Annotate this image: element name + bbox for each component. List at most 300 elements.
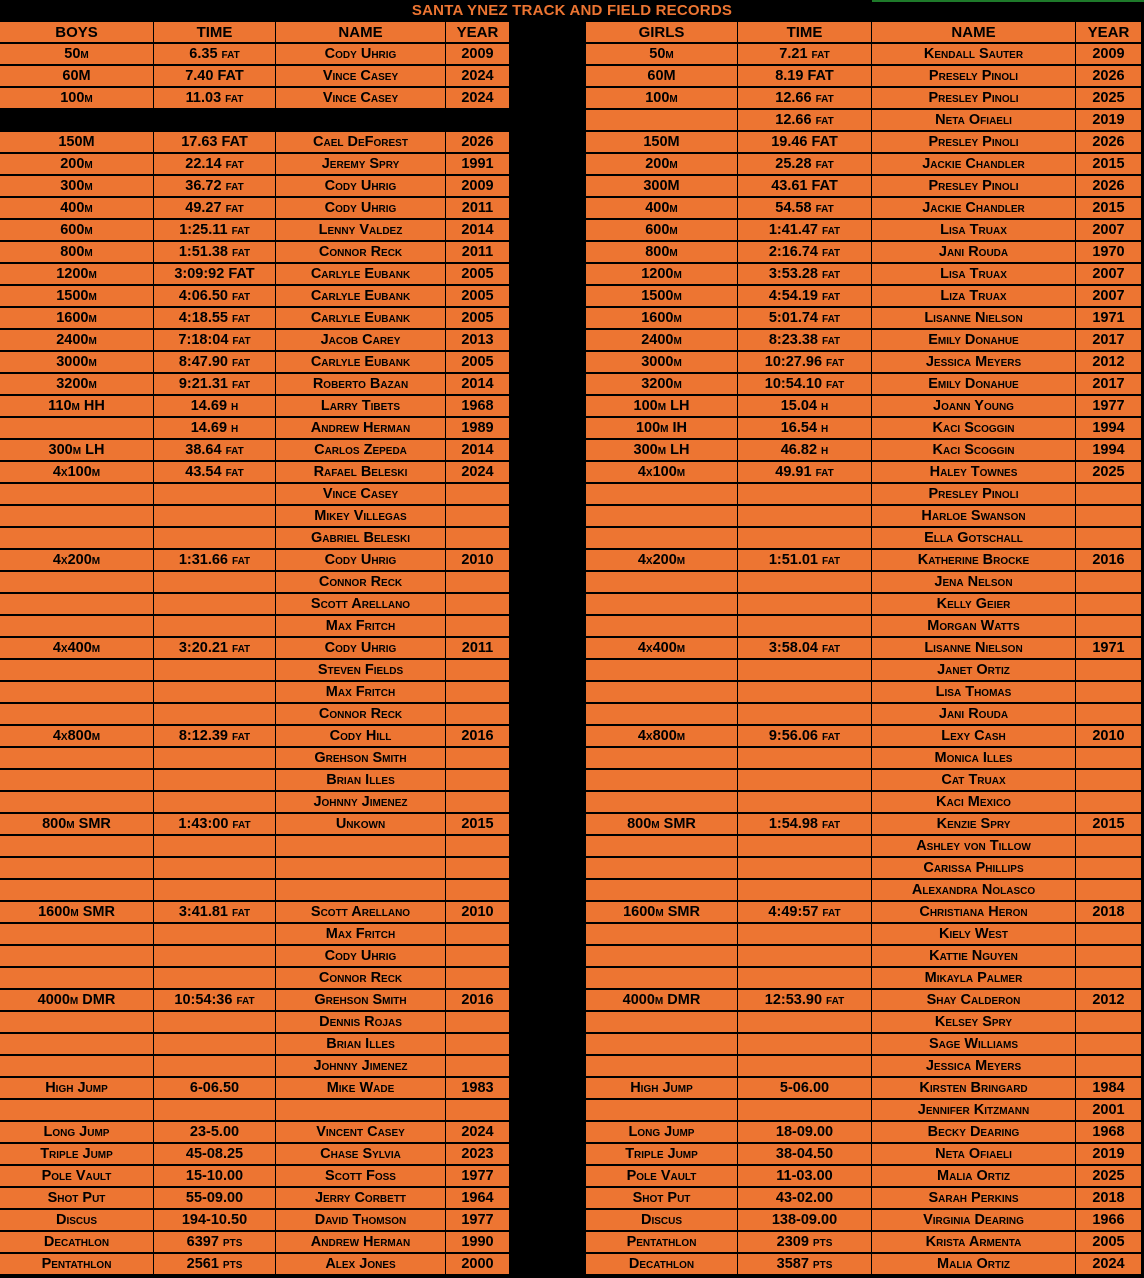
boys-year-cell	[446, 748, 510, 769]
page-title: SANTA YNEZ TRACK AND FIELD RECORDS	[411, 2, 733, 19]
boys-year-cell: 1989	[446, 418, 510, 439]
girls-time-cell: 38-04.50	[738, 1144, 872, 1165]
girls-time-cell	[738, 836, 872, 857]
girls-name-cell: Shay Calderon	[872, 990, 1076, 1011]
boys-event-cell: 200m	[0, 154, 154, 175]
boys-time-cell	[154, 1012, 276, 1033]
girls-time-cell	[738, 1012, 872, 1033]
boys-time-cell: 3:41.81 fat	[154, 902, 276, 923]
girls-year-cell: 2015	[1076, 154, 1142, 175]
boys-year-cell: 2010	[446, 550, 510, 571]
boys-name-cell	[276, 880, 446, 901]
girls-time-cell	[738, 792, 872, 813]
girls-name-cell: Sage Williams	[872, 1034, 1076, 1055]
boys-name-cell: Cael DeForest	[276, 132, 446, 153]
girls-name-cell: Harloe Swanson	[872, 506, 1076, 527]
boys-event-cell	[0, 946, 154, 967]
boys-event-cell	[0, 968, 154, 989]
girls-event-cell: 1200m	[586, 264, 738, 285]
boys-name-cell	[276, 110, 446, 131]
girls-name-cell: Alexandra Nolasco	[872, 880, 1076, 901]
girls-event-cell: 50m	[586, 44, 738, 65]
girls-event-cell	[586, 880, 738, 901]
boys-event-cell	[0, 924, 154, 945]
boys-year-cell: 2011	[446, 638, 510, 659]
boys-name-cell: Jerry Corbett	[276, 1188, 446, 1209]
boys-event-cell: Decathlon	[0, 1232, 154, 1253]
girls-name-cell: Joann Young	[872, 396, 1076, 417]
girls-time-cell: 10:27.96 fat	[738, 352, 872, 373]
boys-name-cell: Grehson Smith	[276, 748, 446, 769]
girls-event-cell: 4x200m	[586, 550, 738, 571]
boys-time-cell: 7:18:04 fat	[154, 330, 276, 351]
girls-time-cell: 43-02.00	[738, 1188, 872, 1209]
boys-time-cell	[154, 836, 276, 857]
girls-year-cell: 2019	[1076, 110, 1142, 131]
boys-time-cell: 11.03 fat	[154, 88, 276, 109]
girls-year-cell: 1966	[1076, 1210, 1142, 1231]
boys-name-cell: Jacob Carey	[276, 330, 446, 351]
girls-time-cell: 2:16.74 fat	[738, 242, 872, 263]
boys-time-cell: 8:12.39 fat	[154, 726, 276, 747]
girls-year-cell	[1076, 1056, 1142, 1077]
girls-event-cell	[586, 682, 738, 703]
boys-time-cell	[154, 792, 276, 813]
girls-name-cell: Neta Ofiaeli	[872, 1144, 1076, 1165]
boys-year-cell	[446, 1034, 510, 1055]
girls-time-cell: 9:56.06 fat	[738, 726, 872, 747]
boys-name-cell	[276, 836, 446, 857]
boys-event-cell	[0, 880, 154, 901]
girls-event-cell: 4x400m	[586, 638, 738, 659]
boys-year-cell	[446, 506, 510, 527]
boys-year-cell	[446, 528, 510, 549]
boys-time-cell: 4:06.50 fat	[154, 286, 276, 307]
girls-name-cell: Jena Nelson	[872, 572, 1076, 593]
girls-time-cell: 12:53.90 fat	[738, 990, 872, 1011]
girls-year-cell: 2007	[1076, 286, 1142, 307]
boys-event-cell	[0, 1056, 154, 1077]
girls-year-cell	[1076, 616, 1142, 637]
boys-event-cell: Pentathlon	[0, 1254, 154, 1275]
girls-time-cell: 3587 pts	[738, 1254, 872, 1275]
girls-year-cell: 2025	[1076, 88, 1142, 109]
boys-time-cell	[154, 484, 276, 505]
boys-time-cell	[154, 880, 276, 901]
boys-event-cell	[0, 682, 154, 703]
girls-name-cell: Sarah Perkins	[872, 1188, 1076, 1209]
boys-time-cell	[154, 616, 276, 637]
girls-time-header: TIME	[738, 22, 872, 43]
boys-year-cell: 2016	[446, 726, 510, 747]
girls-event-cell: 100m IH	[586, 418, 738, 439]
girls-name-cell: Jessica Meyers	[872, 352, 1076, 373]
boys-year-cell: 1991	[446, 154, 510, 175]
boys-event-cell: Triple Jump	[0, 1144, 154, 1165]
boys-time-cell: 3:20.21 fat	[154, 638, 276, 659]
boys-name-cell: Dennis Rojas	[276, 1012, 446, 1033]
girls-time-cell: 1:51.01 fat	[738, 550, 872, 571]
boys-event-cell: Long Jump	[0, 1122, 154, 1143]
girls-event-cell: 800m	[586, 242, 738, 263]
girls-year-cell: 2012	[1076, 990, 1142, 1011]
girls-year-cell: 2015	[1076, 814, 1142, 835]
boys-name-cell: Chase Sylvia	[276, 1144, 446, 1165]
girls-year-cell	[1076, 484, 1142, 505]
girls-year-cell	[1076, 836, 1142, 857]
boys-year-cell: 2005	[446, 264, 510, 285]
boys-time-cell	[154, 1056, 276, 1077]
boys-event-cell	[0, 572, 154, 593]
boys-name-cell: Connor Reck	[276, 968, 446, 989]
boys-time-cell	[154, 594, 276, 615]
boys-name-cell: Carlos Zepeda	[276, 440, 446, 461]
girls-event-cell: Discus	[586, 1210, 738, 1231]
girls-year-cell: 1994	[1076, 440, 1142, 461]
boys-name-cell: Vince Casey	[276, 484, 446, 505]
boys-event-cell: 300m LH	[0, 440, 154, 461]
boys-time-cell: 1:43:00 fat	[154, 814, 276, 835]
girls-event-cell	[586, 1034, 738, 1055]
boys-year-cell	[446, 792, 510, 813]
boys-event-cell	[0, 594, 154, 615]
girls-name-cell: Emily Donahue	[872, 330, 1076, 351]
girls-name-cell: Lisanne Nielson	[872, 308, 1076, 329]
boys-event-cell: 4x200m	[0, 550, 154, 571]
girls-year-cell	[1076, 748, 1142, 769]
girls-name-cell: Monica Illes	[872, 748, 1076, 769]
girls-event-cell	[586, 748, 738, 769]
girls-name-cell: Jackie Chandler	[872, 198, 1076, 219]
boys-event-cell: 60M	[0, 66, 154, 87]
girls-name-cell: Cat Truax	[872, 770, 1076, 791]
boys-year-cell	[446, 616, 510, 637]
boys-event-cell: High Jump	[0, 1078, 154, 1099]
girls-event-cell: Triple Jump	[586, 1144, 738, 1165]
girls-year-cell: 1971	[1076, 638, 1142, 659]
boys-year-cell	[446, 704, 510, 725]
girls-year-cell: 2025	[1076, 1166, 1142, 1187]
girls-name-cell: Presley Pinoli	[872, 484, 1076, 505]
girls-event-cell: 1600m	[586, 308, 738, 329]
girls-name-cell: Kaci Scoggin	[872, 418, 1076, 439]
boys-year-cell: 2009	[446, 44, 510, 65]
boys-event-cell: 400m	[0, 198, 154, 219]
girls-time-cell: 46.82 h	[738, 440, 872, 461]
boys-year-cell	[446, 946, 510, 967]
boys-year-cell: 2009	[446, 176, 510, 197]
boys-time-cell: 1:31.66 fat	[154, 550, 276, 571]
boys-year-cell	[446, 660, 510, 681]
boys-name-cell: Gabriel Beleski	[276, 528, 446, 549]
boys-event-cell: Shot Put	[0, 1188, 154, 1209]
girls-year-cell: 2025	[1076, 462, 1142, 483]
girls-event-cell: Pentathlon	[586, 1232, 738, 1253]
girls-time-cell: 10:54.10 fat	[738, 374, 872, 395]
boys-time-cell: 8:47.90 fat	[154, 352, 276, 373]
girls-year-cell: 2009	[1076, 44, 1142, 65]
girls-time-cell	[738, 1056, 872, 1077]
boys-event-cell: 4000m DMR	[0, 990, 154, 1011]
girls-year-cell: 2019	[1076, 1144, 1142, 1165]
boys-time-cell	[154, 572, 276, 593]
girls-event-cell	[586, 770, 738, 791]
boys-time-cell: 43.54 fat	[154, 462, 276, 483]
girls-name-cell: Haley Townes	[872, 462, 1076, 483]
boys-year-cell: 2014	[446, 220, 510, 241]
boys-event-cell: 800m SMR	[0, 814, 154, 835]
boys-name-cell: Brian Illes	[276, 1034, 446, 1055]
boys-event-cell	[0, 110, 154, 131]
girls-name-cell: Malia Ortiz	[872, 1166, 1076, 1187]
girls-name-cell: Liza Truax	[872, 286, 1076, 307]
boys-time-cell: 1:25.11 fat	[154, 220, 276, 241]
girls-year-cell: 2024	[1076, 1254, 1142, 1275]
boys-name-cell: Scott Arellano	[276, 902, 446, 923]
girls-year-cell: 2001	[1076, 1100, 1142, 1121]
girls-name-cell: Katherine Brocke	[872, 550, 1076, 571]
girls-time-cell	[738, 660, 872, 681]
boys-name-cell: Carlyle Eubank	[276, 286, 446, 307]
girls-time-cell: 18-09.00	[738, 1122, 872, 1143]
boys-year-cell: 1977	[446, 1210, 510, 1231]
girls-year-cell: 2010	[1076, 726, 1142, 747]
girls-time-cell: 7.21 fat	[738, 44, 872, 65]
boys-name-cell: Cody Uhrig	[276, 638, 446, 659]
girls-year-cell: 2007	[1076, 220, 1142, 241]
boys-time-cell	[154, 110, 276, 131]
girls-year-cell	[1076, 1034, 1142, 1055]
boys-event-cell	[0, 748, 154, 769]
girls-year-cell: 1970	[1076, 242, 1142, 263]
girls-name-cell: Kelly Geier	[872, 594, 1076, 615]
girls-name-cell: Lexy Cash	[872, 726, 1076, 747]
girls-event-cell: Pole Vault	[586, 1166, 738, 1187]
boys-name-cell: Unkown	[276, 814, 446, 835]
boys-event-cell: 100m	[0, 88, 154, 109]
boys-event-cell	[0, 506, 154, 527]
boys-time-cell: 7.40 FAT	[154, 66, 276, 87]
girls-name-cell: Ella Gotschall	[872, 528, 1076, 549]
boys-name-cell: Carlyle Eubank	[276, 264, 446, 285]
girls-event-cell: 100m LH	[586, 396, 738, 417]
boys-event-cell	[0, 418, 154, 439]
boys-time-cell	[154, 770, 276, 791]
girls-time-cell: 15.04 h	[738, 396, 872, 417]
boys-name-cell: Max Fritch	[276, 924, 446, 945]
girls-year-cell: 2016	[1076, 550, 1142, 571]
girls-event-cell: 800m SMR	[586, 814, 738, 835]
boys-name-cell: Scott Arellano	[276, 594, 446, 615]
girls-name-cell: Kaci Mexico	[872, 792, 1076, 813]
girls-event-cell: 1600m SMR	[586, 902, 738, 923]
boys-name-cell: Scott Foss	[276, 1166, 446, 1187]
boys-name-cell: Brian Illes	[276, 770, 446, 791]
girls-time-cell: 4:54.19 fat	[738, 286, 872, 307]
girls-year-cell: 2012	[1076, 352, 1142, 373]
girls-event-cell: 4x100m	[586, 462, 738, 483]
girls-event-cell: 300m LH	[586, 440, 738, 461]
boys-name-cell: Andrew Herman	[276, 1232, 446, 1253]
boys-event-cell	[0, 858, 154, 879]
boys-event-cell	[0, 704, 154, 725]
girls-time-cell: 12.66 fat	[738, 88, 872, 109]
girls-name-cell: Lisa Truax	[872, 264, 1076, 285]
girls-event-cell: 400m	[586, 198, 738, 219]
boys-name-cell: Jeremy Spry	[276, 154, 446, 175]
girls-name-cell: Emily Donahue	[872, 374, 1076, 395]
boys-year-cell	[446, 858, 510, 879]
boys-name-cell: Johnny Jimenez	[276, 1056, 446, 1077]
boys-name-cell: Mike Wade	[276, 1078, 446, 1099]
boys-time-cell	[154, 858, 276, 879]
boys-time-cell: 3:09:92 FAT	[154, 264, 276, 285]
boys-year-cell: 2013	[446, 330, 510, 351]
girls-event-cell	[586, 506, 738, 527]
boys-event-cell: 3000m	[0, 352, 154, 373]
boys-event-cell: 4x400m	[0, 638, 154, 659]
girls-year-cell: 1977	[1076, 396, 1142, 417]
girls-year-cell	[1076, 968, 1142, 989]
boys-event-header: BOYS	[0, 22, 154, 43]
girls-year-cell: 2007	[1076, 264, 1142, 285]
boys-event-cell	[0, 1034, 154, 1055]
girls-time-cell	[738, 704, 872, 725]
girls-year-cell: 2017	[1076, 374, 1142, 395]
boys-time-cell	[154, 704, 276, 725]
boys-year-cell: 2011	[446, 242, 510, 263]
girls-time-cell: 19.46 FAT	[738, 132, 872, 153]
boys-year-cell: 2014	[446, 440, 510, 461]
boys-name-header: NAME	[276, 22, 446, 43]
girls-name-cell: Kelsey Spry	[872, 1012, 1076, 1033]
girls-name-cell: Morgan Watts	[872, 616, 1076, 637]
boys-time-cell: 15-10.00	[154, 1166, 276, 1187]
boys-time-cell: 22.14 fat	[154, 154, 276, 175]
boys-year-cell	[446, 836, 510, 857]
girls-event-cell: Shot Put	[586, 1188, 738, 1209]
girls-event-header: GIRLS	[586, 22, 738, 43]
girls-name-cell: Kenzie Spry	[872, 814, 1076, 835]
girls-year-cell	[1076, 946, 1142, 967]
girls-event-cell: 2400m	[586, 330, 738, 351]
girls-year-cell: 2018	[1076, 1188, 1142, 1209]
girls-event-cell	[586, 528, 738, 549]
girls-event-cell: 3200m	[586, 374, 738, 395]
girls-time-cell	[738, 770, 872, 791]
girls-name-cell: Presley Pinoli	[872, 132, 1076, 153]
boys-time-cell: 10:54:36 fat	[154, 990, 276, 1011]
girls-name-cell: Lisa Truax	[872, 220, 1076, 241]
boys-event-cell: 4x100m	[0, 462, 154, 483]
boys-year-cell: 2005	[446, 352, 510, 373]
girls-name-cell: Presley Pinoli	[872, 88, 1076, 109]
boys-year-header: YEAR	[446, 22, 510, 43]
girls-time-cell	[738, 748, 872, 769]
boys-year-cell: 2016	[446, 990, 510, 1011]
girls-event-cell	[586, 594, 738, 615]
boys-time-cell: 45-08.25	[154, 1144, 276, 1165]
boys-event-cell	[0, 1100, 154, 1121]
boys-time-cell: 6397 pts	[154, 1232, 276, 1253]
girls-event-cell	[586, 858, 738, 879]
boys-event-cell: 150M	[0, 132, 154, 153]
boys-name-cell: Vince Casey	[276, 88, 446, 109]
boys-event-cell	[0, 1012, 154, 1033]
girls-time-cell: 8.19 FAT	[738, 66, 872, 87]
girls-time-cell: 16.54 h	[738, 418, 872, 439]
girls-name-cell: Malia Ortiz	[872, 1254, 1076, 1275]
boys-year-cell: 2014	[446, 374, 510, 395]
girls-time-cell: 4:49:57 fat	[738, 902, 872, 923]
girls-year-cell	[1076, 528, 1142, 549]
girls-event-cell	[586, 484, 738, 505]
girls-time-cell: 1:54.98 fat	[738, 814, 872, 835]
girls-name-cell: Presley Pinoli	[872, 176, 1076, 197]
girls-name-cell: Janet Ortiz	[872, 660, 1076, 681]
girls-time-cell: 12.66 fat	[738, 110, 872, 131]
boys-year-cell: 1977	[446, 1166, 510, 1187]
girls-time-cell	[738, 968, 872, 989]
girls-event-cell	[586, 660, 738, 681]
girls-name-cell: Kirsten Bringard	[872, 1078, 1076, 1099]
boys-time-cell: 6.35 fat	[154, 44, 276, 65]
girls-time-cell: 3:53.28 fat	[738, 264, 872, 285]
girls-year-cell	[1076, 880, 1142, 901]
boys-year-cell	[446, 110, 510, 131]
girls-year-cell	[1076, 1012, 1142, 1033]
girls-year-cell: 2018	[1076, 902, 1142, 923]
boys-name-cell: Johnny Jimenez	[276, 792, 446, 813]
boys-name-cell: Vince Casey	[276, 66, 446, 87]
boys-year-cell: 2024	[446, 1122, 510, 1143]
boys-year-cell: 1983	[446, 1078, 510, 1099]
girls-event-cell	[586, 704, 738, 725]
boys-time-cell: 14.69 h	[154, 418, 276, 439]
boys-name-cell	[276, 858, 446, 879]
girls-year-cell: 2017	[1076, 330, 1142, 351]
girls-time-cell	[738, 484, 872, 505]
boys-year-cell: 2024	[446, 66, 510, 87]
boys-name-cell: Cody Uhrig	[276, 198, 446, 219]
boys-time-cell	[154, 748, 276, 769]
girls-event-cell: High Jump	[586, 1078, 738, 1099]
girls-event-cell	[586, 616, 738, 637]
boys-year-cell: 2015	[446, 814, 510, 835]
boys-time-cell: 49.27 fat	[154, 198, 276, 219]
girls-event-cell: Decathlon	[586, 1254, 738, 1275]
boys-name-cell	[276, 1100, 446, 1121]
girls-event-cell	[586, 946, 738, 967]
boys-event-cell: Discus	[0, 1210, 154, 1231]
girls-time-cell: 54.58 fat	[738, 198, 872, 219]
girls-time-cell	[738, 682, 872, 703]
girls-event-cell	[586, 968, 738, 989]
boys-year-cell: 2023	[446, 1144, 510, 1165]
boys-time-cell	[154, 968, 276, 989]
boys-name-cell: Max Fritch	[276, 682, 446, 703]
boys-name-cell: Cody Uhrig	[276, 44, 446, 65]
boys-name-cell: Cody Hill	[276, 726, 446, 747]
boys-year-cell	[446, 484, 510, 505]
boys-name-cell: Rafael Beleski	[276, 462, 446, 483]
girls-time-cell: 43.61 FAT	[738, 176, 872, 197]
boys-event-cell	[0, 836, 154, 857]
girls-year-cell: 1968	[1076, 1122, 1142, 1143]
boys-year-cell	[446, 880, 510, 901]
boys-year-cell	[446, 968, 510, 989]
boys-name-cell: Roberto Bazan	[276, 374, 446, 395]
